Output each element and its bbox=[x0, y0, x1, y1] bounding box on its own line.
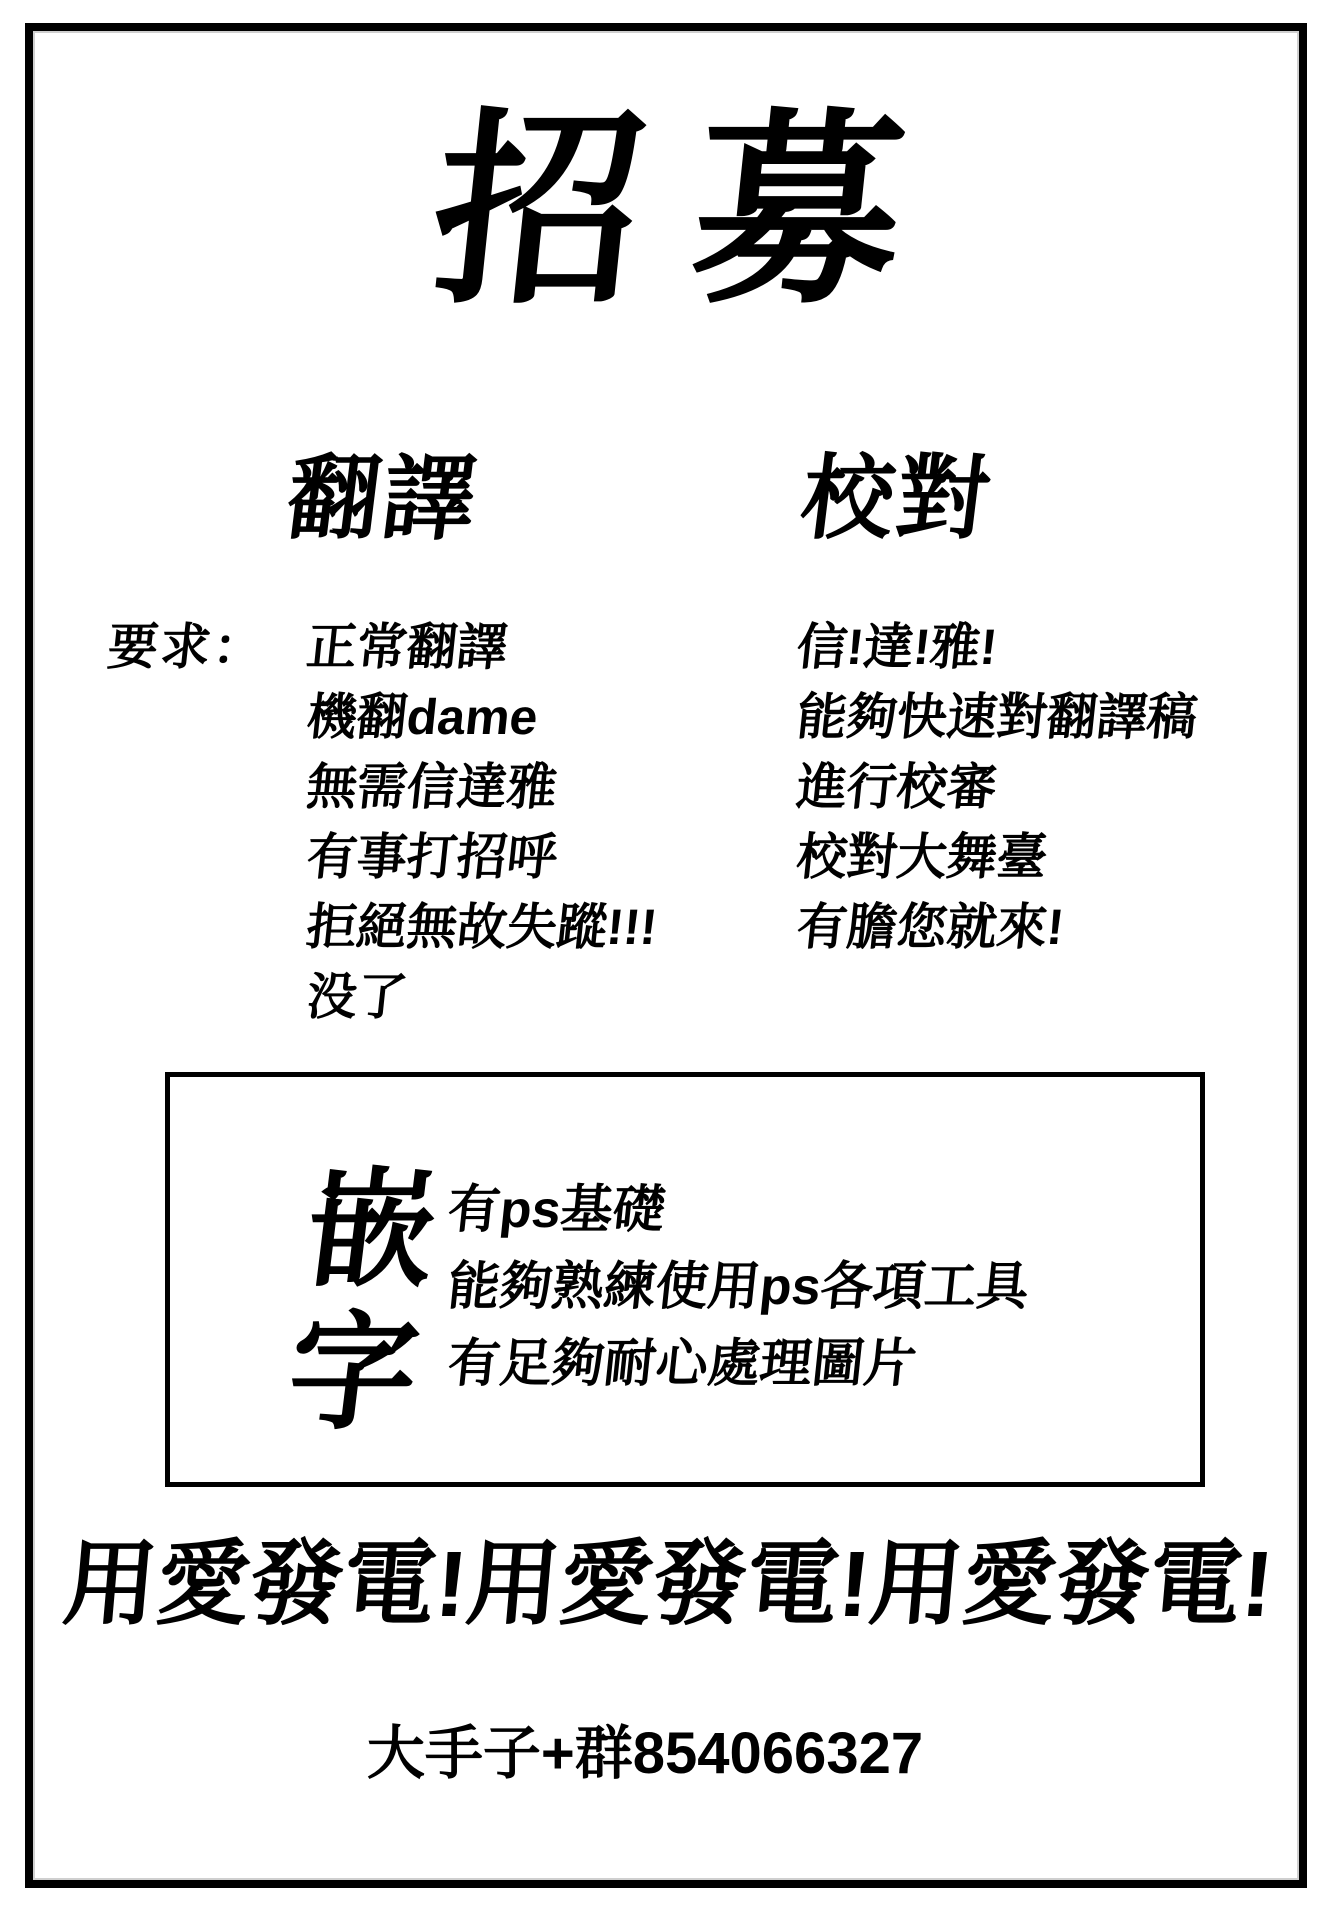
translation-requirement-item: 正常翻譯 bbox=[304, 619, 510, 675]
proofreading-requirement-item: 有膽您就來! bbox=[794, 899, 1067, 955]
typesetting-header: 嵌字 bbox=[280, 1159, 444, 1446]
requirements-label: 要求： bbox=[105, 619, 269, 675]
translation-requirement-item: 拒絕無故失蹤!!! bbox=[304, 899, 660, 955]
proofreading-requirement-item: 進行校審 bbox=[794, 759, 1000, 815]
translation-requirements-list bbox=[304, 612, 660, 1032]
typesetting-requirement-item: 有ps基礎 bbox=[445, 1181, 668, 1239]
slogan: 用愛發電!用愛發電!用愛發電! bbox=[59, 1532, 1278, 1636]
typesetting-requirements-list bbox=[445, 1172, 1032, 1403]
proofreading-requirement-item: 校對大舞臺 bbox=[794, 829, 1050, 885]
translation-requirement-item: 没了 bbox=[304, 969, 410, 1025]
proofreading-requirement-item: 信!達!雅! bbox=[794, 619, 1000, 675]
translation-requirement-item: 機翻dame bbox=[304, 689, 541, 745]
contact-info: 大手子+群854066327 bbox=[366, 1721, 924, 1786]
translation-requirement-item: 有事打招呼 bbox=[304, 829, 560, 885]
proofreading-column-header: 校對 bbox=[795, 448, 998, 550]
proofreading-requirements-list bbox=[794, 612, 1200, 962]
page-title: 招募 bbox=[422, 96, 967, 328]
typesetting-requirement-item: 能夠熟練使用ps各項工具 bbox=[445, 1258, 1032, 1316]
translation-requirement-item: 無需信達雅 bbox=[304, 759, 560, 815]
typesetting-box bbox=[165, 1072, 1205, 1487]
translation-column-header: 翻譯 bbox=[281, 448, 484, 550]
proofreading-requirement-item: 能夠快速對翻譯稿 bbox=[794, 689, 1200, 745]
typesetting-requirement-item: 有足夠耐心處理圖片 bbox=[445, 1335, 920, 1393]
